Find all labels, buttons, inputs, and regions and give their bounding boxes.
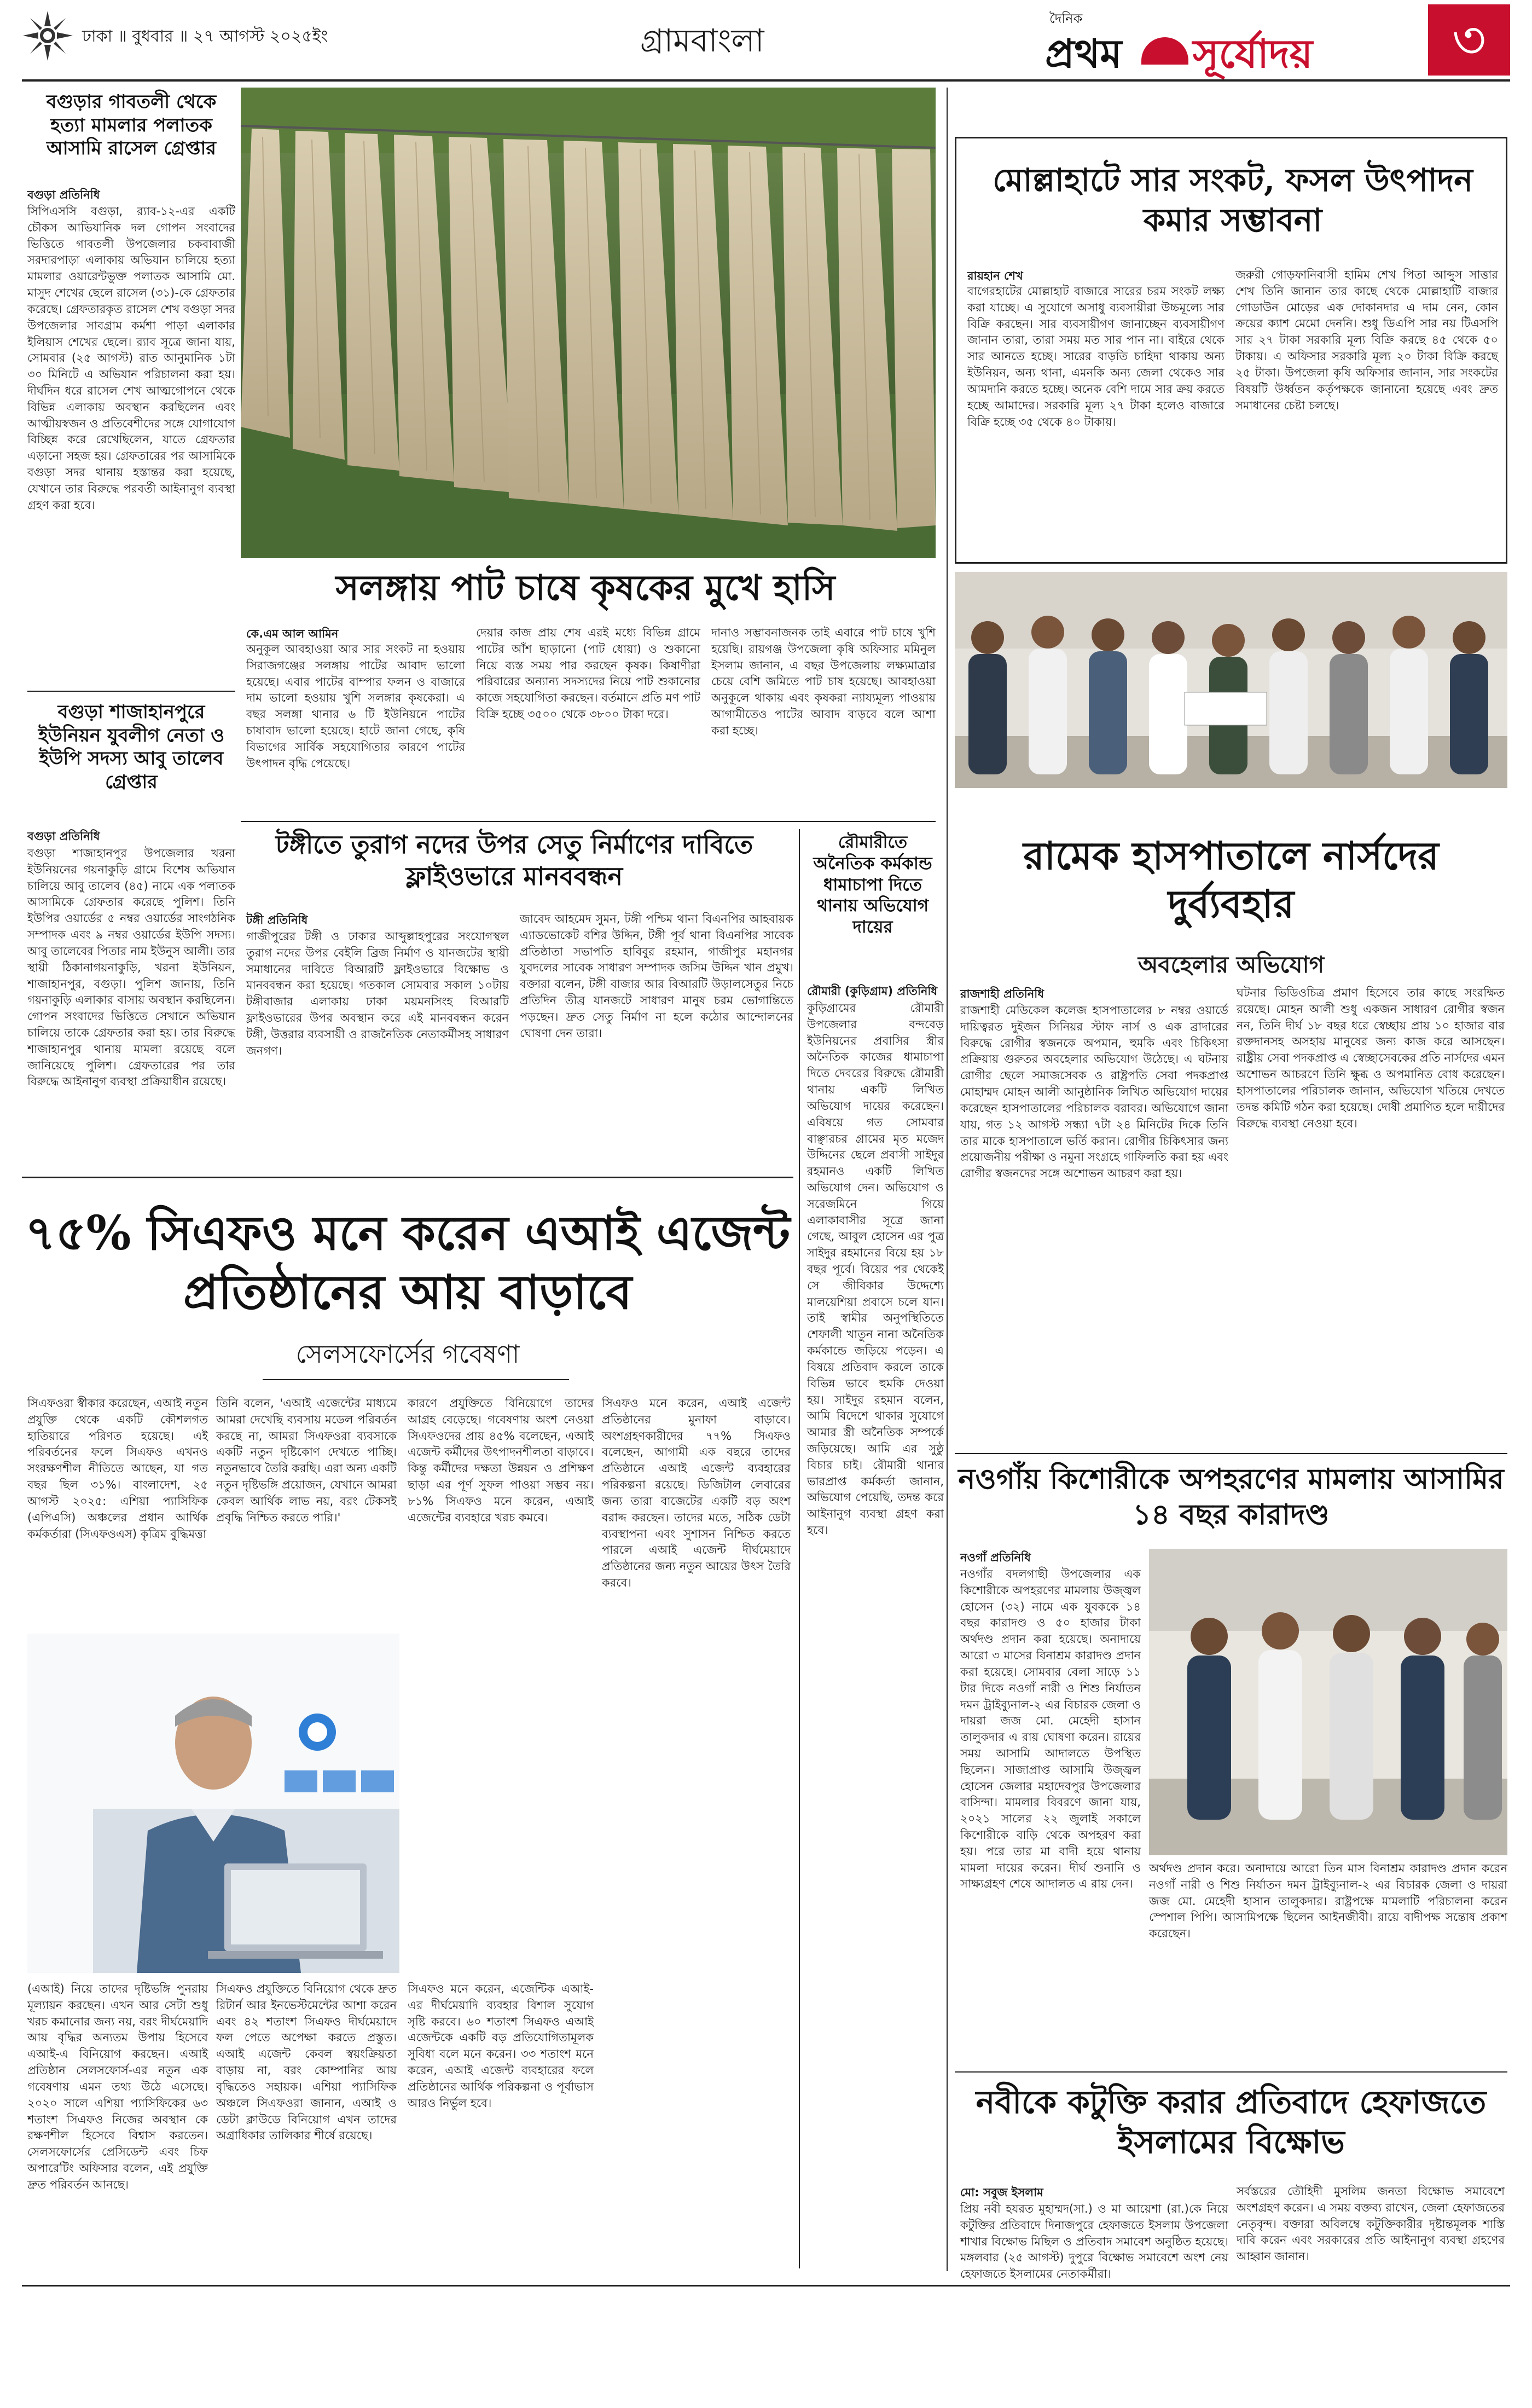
byline-jute: কে.এম আল আমিন [246,627,339,640]
headline-cfo: ৭৫% সিএফও মনে করেন এআই এজেন্ট প্রতিষ্ঠানের আয় বাড়াবে [25,1206,791,1320]
body-jute-col1: অনুকূল আবহাওয়া আর সার সংকট না হওয়ায় সিরাজগঞ্জের সলঙ্গায় পাটের আবাদ ভালো হয়েছে। এবার পাটের বাম্পার ফলন ও বাজারে দাম ভালো হওয়ায় খুশি সলঙ্গার কৃষকেরা। এ বছর সলঙ্গা থানার ৬ টি ইউনিয়নে পাটের চাষাবাদ ভালো হয়েছে। হাটে জানা গেছে, কৃষি বিভাগের সার্বিক সহযোগিতার কারণে পাটের উৎপাদন বৃদ্ধি পেয়েছে। [246,642,465,770]
headline-jute: সলঙ্গায় পাট চাষে কৃষকের মুখে হাসি [335,568,835,609]
byline-shajahanpur: বগুড়া প্রতিনিধি [27,830,100,843]
headline-naogaon: নওগাঁয় কিশোরীকে অপহরণের মামলায় আসামির ১৪ বছর কারাদণ্ড [958,1462,1504,1531]
byline-ramek: রাজশাহী প্রতিনিধি [960,987,1044,1000]
masthead-word-1: প্রথম [1045,30,1122,77]
divider [955,2071,1507,2073]
businessman-laptop-photo [27,1634,399,1973]
subhead-ramek: অবহেলার অভিযোগ [1138,951,1325,978]
masthead-word-2: সূর্যোদয় [1193,30,1313,77]
divider [241,821,936,822]
byline-naogaon: নওগাঁ প্রতিনিধি [960,1551,1031,1564]
body-cfo-col3: কারণে প্রযুক্তিতে বিনিয়োগে তাদের আগ্রহ বেড়েছে। গবেষণায় অংশ নেওয়া সিএফওদের প্রায় ৪৫% বলেছেন, এআই এজেন্ট কর্মীদের উৎপাদনশীলতা বাড়াবে। কিন্তু কর্মীদের দক্ষতা উন্নয়ন ও প্রশিক্ষণ ছাড়া এর পূর্ণ সুফল পাওয়া সম্ভব নয়। ৮১% সিএফও মনে করেন, এআই এজেন্টের ব্যবহারে খরচ কমবে। [408,1397,594,1524]
body-cfo-col2: তিনি বলেন, 'এআই এজেন্টের মাধ্যমে আমরা দেখেছি ব্যবসায় মডেল পরিবর্তন করছে না, আমরা সিএফওরা ব্যবসাকে একটি নতুন দৃষ্টিকোণ দেখতে পাচ্ছি। নতুনভাবে তৈরি করছি। এরা অন্য একটি নতুন দৃষ্টিভঙ্গি প্রয়োজন, যেখানে আমরা কেবল আর্থিক লাভ নয়, বরং টেকসই প্রবৃদ্ধি নিশ্চিত করতে পারি।' [216,1397,397,1524]
body-cfo-low3: সিএফও মনে করেন, এজেন্টিক এআই-এর দীর্ঘমেয়াদি ব্যবহার বিশাল সুযোগ সৃষ্টি করবে। ৬০ শতাংশ সিএফও এআই এজেন্টকে একটি বড় প্রতিযোগিতামূলক সুবিধা বলে মনে করেন। ৩৩ শতাংশ মনে করেন, এআই এজেন্ট ব্যবহারের ফলে প্রতিষ্ঠানের আর্থিক পরিকল্পনা ও পূর্বাভাস আরও নির্ভুল হবে। [408,1982,594,2110]
masthead-prefix: দৈনিক [1049,11,1083,26]
byline-rowmari: রৌমারী (কুড়িগ্রাম) প্রতিনিধি [807,985,938,998]
body-rowmari: কুড়িগ্রামের রৌমারী উপজেলার বন্দবেড় ইউনিয়নের প্রবাসির স্ত্রীর অনৈতিক কাজের ধামাচাপা দিতে দেবরের বিরুদ্ধে রৌমারী থানায় একটি লিখিত অভিযোগ দায়ের করেছেন। এবিষয়ে গত সোমবার বাঞ্ছারচর গ্রামের মৃত মজেদ উদ্দিনের ছেলে প্রবাসী সাইদুর রহমানও একটি লিখিত অভিযোগ দেন। অভিযোগ ও সরেজমিনে গিয়ে এলাকাবাসীর সূত্রে জানা গেছে, আবুল হোসেন এর পুত্র সাইদুর রহমানের বিয়ে হয় ১৮ বছর পূর্বে। বিয়ের পর থেকেই সে জীবিকার উদ্দেশ্যে মালয়েশিয়া প্রবাসে চলে যান। তাই স্বামীর অনুপস্থিতিতে শেফালী খাতুন নানা অনৈতিক কর্মকান্ডে জড়িয়ে পড়েন। এ বিষয়ে প্রতিবাদ করলে তাকে বিভিন্ন ভাবে হুমকি দেওয়া হয়। সাইদুর রহমান বলেন, আমি বিদেশে থাকার সুযোগে আমার স্ত্রী অনৈতিক সম্পর্কে জড়িয়েছে। আমি এর সুষ্ঠু বিচার চাই। রৌমারী থানার ভারপ্রাপ্ত কর্মকর্তা জানান, অভিযোগ পেয়েছি, তদন্ত করে আইনানুগ ব্যবস্থা গ্রহণ করা হবে। [807,1002,944,1537]
body-shajahanpur: বগুড়া শাজাহানপুর উপজেলার খরনা ইউনিয়নের গয়নাকুড়ি গ্রামে বিশেষ অভিযান চালিয়ে আবু তালেব (৪৫) নামে এক পলাতক আসামিকে গ্রেফতার করেছে পুলিশ। তিনি ইউপির ওয়ার্ডের ৫ নম্বর ওয়ার্ডের সাংগঠনিক সম্পাদক এবং ৯ নম্বর ওয়ার্ডের ইউপি সদস্য। আবু তালেবের পিতার নাম ইউনুস আলী। তার স্থায়ী ঠিকানাগয়নাকুড়ি, খরনা ইউনিয়ন, শাজাহানপুর, বগুড়া। পুলিশ জানায়, তিনি গয়নাকুড়ি এলাকার বাসায় অবস্থান করছিলেন। গোপন সংবাদের ভিত্তিতে সেখানে অভিযান চালিয়ে তাকে গ্রেফতার করা হয়। তার বিরুদ্ধে শাজাহানপুর থানায় মামলা রয়েছে বলে জানিয়েছে পুলিশ। গ্রেফতারের পর তার বিরুদ্ধে আইনানুগ ব্যবস্থা প্রক্রিয়াধীন রয়েছে। [27,847,235,1089]
body-tongi-col2: জাবেদ আহমেদ সুমন, টঙ্গী পশ্চিম থানা বিএনপির আহবায়ক এ্যাডভোকেট বশির উদ্দিন, টঙ্গী পূর্ব থানা বিএনপির সাবেক প্রতিষ্ঠাতা সভাপতি হাবিবুর রহমান, গাজীপুর মহানগর যুবদলের সাবেক সাধারণ সম্পাদক জসিম উদ্দিন খান প্রমুখ। বক্তারা বলেন, টঙ্গী বাজার আর বিআরটি উড়ালসেতুর নিচে প্রতিদিন তীব্র যানজটে সাধারণ মানুষ চরম ভোগান্তিতে পড়ছেন। দ্রুত সেতু নির্মাণ না হলে কঠোর আন্দোলনের ঘোষণা দেন তারা। [520,912,793,1040]
body-naogaon-cont: অর্থদণ্ড প্রদান করে। অনাদায়ে আরো তিন মাস বিনাশ্রম কারাদণ্ড প্রদান করেন নওগাঁ নারী ও শিশু নির্যাতন দমন ট্রাইব্যুনাল-২ এর বিচারক জেলা ও দায়রা জজ মো. মেহেদী হাসান তালুকদার। রাষ্ট্রপক্ষে মামলাটি পরিচালনা করেন স্পেশাল পিপি। আসামিপক্ষে ছিলেন আইনজীবী। রায়ে বাদীপক্ষ সন্তোষ প্রকাশ করেছেন। [1149,1862,1507,1941]
body-cfo-col1: সিএফওরা স্বীকার করেছেন, এআই নতুন প্রযুক্তি থেকে একটি কৌশলগত হাতিয়ারে পরিণত হয়েছে। এই পরিবর্তনের ফলে সিএফও এখনও সংরক্ষণশীল নীতিতে আছেন, যা গত বছর ছিল ৩১%। বাংলাদেশ, ২৫ আগস্ট ২০২৫: এশিয়া প্যাসিফিক (এপিএসি) অঞ্চলের প্রধান আর্থিক কর্মকর্তারা (সিএফওএস) কৃত্রিম বুদ্ধিমত্তা [27,1397,208,1541]
column-divider [799,829,800,2268]
body-hefazat-col1: প্রিয় নবী হযরত মুহাম্মদ(সা.) ও মা আয়েশা (রা.)কে নিয়ে কটুক্তির প্রতিবাদে দিনাজপুরে হেফাজতে ইসলাম উপজেলা শাখার বিক্ষোভ মিছিল ও প্রতিবাদ সমাবেশ অনুষ্ঠিত হয়েছে। মঙ্গলবার (২৫ আগস্ট) দুপুরে বিক্ষোভ সমাবেশে অংশ নেয় হেফাজতে ইসলামের নেতাকর্মীরা। [960,2202,1228,2281]
byline-tongi: টঙ্গী প্রতিনিধি [246,913,308,927]
divider [27,691,235,692]
page-number: ৩ [1428,4,1510,76]
headline-shajahanpur: বগুড়া শাজাহানপুরে ইউনিয়ন যুবলীগ নেতা ও ইউপি সদস্য আবু তালেব গ্রেপ্তার [38,701,225,793]
masthead-logo [1029,5,1412,77]
headline-rowmari: রৌমারীতে অনৈতিক কর্মকান্ড ধামাচাপা দিতে থানায় অভিযোগ দায়ের [813,832,932,937]
body-jute-col3: দানাও সম্ভাবনাজনক তাই এবারে পাট চাষে খুশি হয়েছি। রায়গঞ্জ উপজেলা কৃষি অফিসার মমিনুল ইসলাম জানান, এ বছর উপজেলায় লক্ষ্যমাত্রার চেয়ে বেশি জমিতে পাট চাষ হয়েছে। আবহাওয়া অনুকূলে থাকায় এবং কৃষকরা ন্যায্যমূল্য পাওয়ায় আগামীতেও পাটের আবাদ বাড়বে বলে আশা করা হচ্ছে। [711,626,936,737]
column-divider [947,88,948,2271]
sun-logo-icon [1141,37,1188,65]
headline-mollahat: মোল্লাহাটে সার সংকট, ফসল উৎপাদন কমার সম্ভাবনা [993,161,1473,239]
body-jute-col2: দেয়ার কাজ প্রায় শেষ এরই মধ্যে বিভিন্ন গ্রামে পাটের আঁশ ছাড়ানো (পাট ধোয়া) ও শুকানো নিয়ে ব্যস্ত সময় পার করছেন কৃষক। কিষাণীরা পরিবারের অন্যান্য সদস্যদের নিয়ে পাট শুকানোর কাজে সহযোগিতা করছেন। বর্তমানে প্রতি মণ পাট বিক্রি হচ্ছে ৩৫০০ থেকে ৩৮০০ টাকা দরে। [476,626,700,721]
body-naogaon: নওগাঁর বদলগাছী উপজেলার এক কিশোরীকে অপহরণের মামলায় উজ্জ্বল হোসেন (৩২) নামে এক যুবককে ১৪ বছর কারাদণ্ড ও ৫০ হাজার টাকা অর্থদণ্ড প্রদান করা হয়েছে। অনাদায়ে আরো ৩ মাসের বিনাশ্রম কারাদণ্ড প্রদান করা হয়েছে। সোমবার বেলা সাড়ে ১১ টার দিকে নওগাঁ নারী ও শিশু নির্যাতন দমন ট্রাইব্যুনাল-২ এর বিচারক জেলা ও দায়রা জজ মো. মেহেদী হাসান তালুকদার এ রায় ঘোষণা করেন। রায়ের সময় আসামি আদালতে উপস্থিত ছিলেন। সাজাপ্রাপ্ত আসামি উজ্জ্বল হোসেন জেলার মহাদেবপুর উপজেলার বাসিন্দা। মামলার বিবরণে জানা যায়, ২০২১ সালের ২২ জুলাই সকালে কিশোরীকে বাড়ি থেকে অপহরণ করা হয়। পরে তার মা বাদী হয়ে থানায় মামলা দায়ের করেন। দীর্ঘ শুনানি ও সাক্ষ্যগ্রহণ শেষে আদালত এ রায় দেন। [960,1567,1141,1891]
header-divider [22,79,1510,82]
subhead-cfo: সেলসফোর্সের গবেষণা [295,1339,520,1369]
headline-bogura: বগুড়ার গাবতলী থেকে হত্যা মামলার পলাতক আসামি রাসেল গ্রেপ্তার [46,91,217,159]
body-hefazat-col2: সর্বস্তরের তৌহিদী মুসলিম জনতা বিক্ষোভ সমাবেশে অংশগ্রহণ করেন। এ সময় বক্তব্য রাখেন, জেলা হেফাজতের নেতৃবৃন্দ। বক্তারা অবিলম্বে কটুক্তিকারীর দৃষ্টান্তমূলক শাস্তি দাবি করেন এবং সরকারের প্রতি আইনানুগ ব্যবস্থা গ্রহণের আহ্বান জানান। [1237,2185,1505,2264]
court-escort-photo [1149,1549,1507,1855]
headline-hefazat: নবীকে কটুক্তি করার প্রতিবাদে হেফাজতে ইসলামের বিক্ষোভ [976,2083,1487,2161]
body-ramek-col2: ঘটনার ভিডিওচিত্র প্রমাণ হিসেবে তার কাছে সংরক্ষিত রয়েছে। মোহন আলী শুধু একজন সাধারণ রোগীর স্বজন নন, তিনি দীর্ঘ ১৮ বছর ধরে স্বেচ্ছায় প্রায় ১০ হাজার বার রক্তদানসহ অসহায় মানুষের জন্য কাজ করে আসছেন। রাষ্ট্রীয় সেবা পদকপ্রাপ্ত এ স্বেচ্ছাসেবকের প্রতি নার্সদের এমন অশোভন আচরণে তিনি ক্ষুব্ধ ও অপমানিত বোধ করেছেন। হাসপাতালের পরিচালক জানান, অভিযোগ খতিয়ে দেখতে তদন্ত কমিটি গঠন করা হয়েছে। দোষী প্রমাণিত হলে দায়ীদের বিরুদ্ধে ব্যবস্থা নেওয়া হবে। [1237,986,1505,1130]
body-mollahat-col2: জরুরী গোড়ফানিবাসী হামিম শেখ পিতা আব্দুস সাত্তার শেখ তিনি জানান তার কাছে থেকে মোল্লাহাটি বাজার গোডাউন মোড়ের এক দোকানদার এ দাম নেন, কোন ক্রয়ের ক্যাশ মেমো দেননি। শুধু ডিএপি সার নয় টিএসপি সার ২৭ টাকা সরকারি মূল্য বিক্রি করছে ৪৫ থেকে ৫০ টাকায়। এ অফিসার সরকারি মূল্য ২০ টাকা বিক্রি করছে ২৫ টাকা। উপজেলা কৃষি অফিসার জানান, সার সংকটের বিষয়টি উর্ধ্বতন কর্তৃপক্ষকে জানানো হয়েছে এবং দ্রুত সমাধানের চেষ্টা চলছে। [1235,268,1498,412]
byline-hefazat: মো: সবুজ ইসলাম [960,2186,1043,2199]
issue-date: ঢাকা ॥ বুধবার ॥ ২৭ আগস্ট ২০২৫ইং [82,27,328,46]
body-cfo-low2: সিএফও প্রযুক্তিতে বিনিয়োগ থেকে দ্রুত রিটার্ন আর ইনভেস্টমেন্টের আশা করেন এবং ৪২ শতাংশ সিএফও দীর্ঘমেয়াদে ফল পেতে অপেক্ষা করতে প্রস্তুত। এআই এজেন্ট কেবল স্বয়ংক্রিয়তা বাড়ায় না, বরং কোম্পানির আয় বৃদ্ধিতেও সহায়ক। এশিয়া প্যাসিফিক অঞ্চলে সিএফওরা জানান, এআই ও ডেটা ক্লাউডে বিনিয়োগ এখন তাদের অগ্রাধিকার তালিকার শীর্ষে রয়েছে। [216,1982,397,2143]
body-tongi-col1: গাজীপুরের টঙ্গী ও ঢাকার আব্দুল্লাহপুরের সংযোগস্থল তুরাগ নদের উপর বেইলি ব্রিজ নির্মাণ ও যানজটের স্থায়ী সমাধানের দাবিতে বিআরটি ফ্লাইওভারে বিক্ষোভ ও মানববন্ধন করা হয়েছে। গতকাল সোমবার সকাল ১০টায় টঙ্গীবাজার এলাকায় ঢাকা ময়মনসিংহ বিআরটি ফ্লাইওভারের উপর অবস্থান করে এই মানববন্ধন করেন টঙ্গী, উত্তরার ব্যবসায়ী ও রাজনৈতিক নেতাকর্মীসহ সাধারণ জনগণ। [246,930,509,1057]
newspaper-emblem-icon [22,10,74,62]
divider [22,1177,793,1178]
subhead-underline [263,1379,569,1380]
headline-ramek: রামেক হাসপাতালে নার্সদের দুর্ব্যবহার [1023,833,1439,927]
body-cfo-low1: (এআই) নিয়ে তাদের দৃষ্টিভঙ্গি পুনরায় মূল্যায়ন করছেন। এখন আর সেটা শুধু খরচ কমানোর জন্য নয়, বরং দীর্ঘমেয়াদি আয় বৃদ্ধির অন্যতম উপায় হিসেবে এআই-এ বিনিয়োগ করছেন। এআই প্রতিষ্ঠান সেলসফোর্স-এর নতুন এক গবেষণায় এমন তথ্য উঠে এসেছে। ২০২০ সালে এশিয়া প্যাসিফিকের ৬৩ শতাংশ সিএফও নিজের অবস্থান কে রক্ষণশীল হিসেবে বিশ্বাস করতেন। সেলসফোর্সের প্রেসিডেন্ট এবং চিফ অপারেটিং অফিসার বলেন, এই প্রযুক্তি দ্রুত পরিবর্তন আনছে। [27,1982,208,2191]
body-mollahat-col1: বাগেরহাটের মোল্লাহাট বাজারে সারের চরম সংকট লক্ষ্য করা যাচ্ছে। এ সুযোগে অসাধু ব্যবসায়ীরা উচ্চমূল্যে সার বিক্রি করছেন। সার ব্যবসায়ীগণ জানাচ্ছেন ব্যবসায়ীগণ জানান তারা, তারা সময় মত সার পান না। বাইরে থেকে সার আনতে হচ্ছে। সারের বাড়তি চাহিদা থাকায় অন্য ইউনিয়ন, অন্য থানা, এমনকি অন্য জেলা থেকেও সার আমদানি করতে হচ্ছে। অনেক বেশি দামে সার ক্রয় করতে হচ্ছে আমাদের। সরকারি মূল্য ২৭ টাকা হলেও বাজারে বিক্রি হচ্ছে ৩৫ থেকে ৪০ টাকায়। [967,285,1225,429]
byline-bogura: বগুড়া প্রতিনিধি [27,188,100,201]
jute-drying-photo [241,88,936,558]
divider [955,1453,1507,1454]
section-title: গ্রামবাংলা [640,22,764,59]
body-cfo-col4: সিএফও মনে করেন, এআই এজেন্ট প্রতিষ্ঠানের মুনাফা বাড়াবে। অংশগ্রহণকারীদের ৭৭% সিএফও বলেছেন, আগামী এক বছরে তাদের প্রতিষ্ঠানে এআই এজেন্ট ব্যবহারের পরিকল্পনা রয়েছে। ডিজিটাল লেবারের জন্য তারা বাজেটের একটি বড় অংশ বরাদ্দ করছেন। তাদের মতে, সঠিক ডেটা ব্যবস্থাপনা এবং সুশাসন নিশ্চিত করতে পারলে এআই এজেন্ট দীর্ঘমেয়াদে প্রতিষ্ঠানের জন্য নতুন আয়ের উৎস তৈরি করবে। [602,1397,791,1589]
mollahat-box [955,137,1507,564]
byline-mollahat: রায়হান শেখ [967,269,1023,282]
footer-divider [22,2285,1510,2287]
hospital-complaint-photo [955,572,1507,788]
body-bogura: সিপিএসসি বগুড়া, র‍্যাব-১২-এর একটি চৌকস আভিযানিক দল গোপন সংবাদের ভিত্তিতে গাবতলী উপজেলার চকবাবাজী সরদারপাড়া এলাকায় অভিযান চালিয়ে হত্যা মামলার ওয়ারেন্টভুক্ত পলাতক আসামি মো. মাসুদ শেখের ছেলে রাসেল (৩১)-কে গ্রেফতার করেছে। গ্রেফতারকৃত রাসেল শেখ বগুড়া সদর উপজেলার সাবগ্রাম কর্মশা পাড়া এলাকার ইলিয়াস শেখের ছেলে। র‍্যাব সূত্রে জানা যায়, সোমবার (২৫ আগস্ট) রাত আনুমানিক ১টা ৩০ মিনিটে এ অভিযান পরিচালনা করা হয়। দীর্ঘদিন ধরে রাসেল শেখ আত্মগোপনে থেকে বিভিন্ন এলাকায় অবস্থান করছিলেন এবং আত্মীয়স্বজন ও প্রতিবেশীদের সঙ্গে যোগাযোগ বিচ্ছিন্ন করে রেখেছিলেন, যাতে গ্রেফতার এড়ানো সহজ হয়। গ্রেফতারের পর আসামিকে বগুড়া সদর থানায় হস্তান্তর করা হয়েছে, যেখানে তার বিরুদ্ধে পরবর্তী আইনানুগ ব্যবস্থা গ্রহণ করা হবে। [27,205,235,512]
body-ramek-col1: রাজশাহী মেডিকেল কলেজ হাসপাতালের ৮ নম্বর ওয়ার্ডে দায়িত্বরত দুইজন সিনিয়র স্টাফ নার্স ও এক ব্রাদারের বিরুদ্ধে রোগীর স্বজনকে অপমান, হুমকি এবং চিকিৎসা প্রক্রিয়ায় গুরুতর অবহেলার অভিযোগ উঠেছে। এ ঘটনায় রোগীর ছেলে সমাজসেবক ও রাষ্ট্রপতি সেবা পদকপ্রাপ্ত মোহাম্মদ মোহন আলী আনুষ্ঠানিক লিখিত অভিযোগ দায়ের করেছেন হাসপাতালের পরিচালক বরাবর। অভিযোগে জানা যায়, গত ১২ আগস্ট সন্ধ্যা ৭টা ২৪ মিনিটের দিকে তিনি তার মাকে হাসপাতালে ভর্তি করান। রোগীর চিকিৎসার জন্য প্রয়োজনীয় পরীক্ষা ও নমুনা সংগ্রহে গাফিলতি করা হয় এবং রোগীর স্বজনদের সঙ্গে অশোভন আচরণ করা হয়। [960,1004,1228,1180]
headline-tongi: টঙ্গীতে তুরাগ নদের উপর সেতু নির্মাণের দাবিতে ফ্লাইওভারে মানববন্ধন [275,830,753,891]
